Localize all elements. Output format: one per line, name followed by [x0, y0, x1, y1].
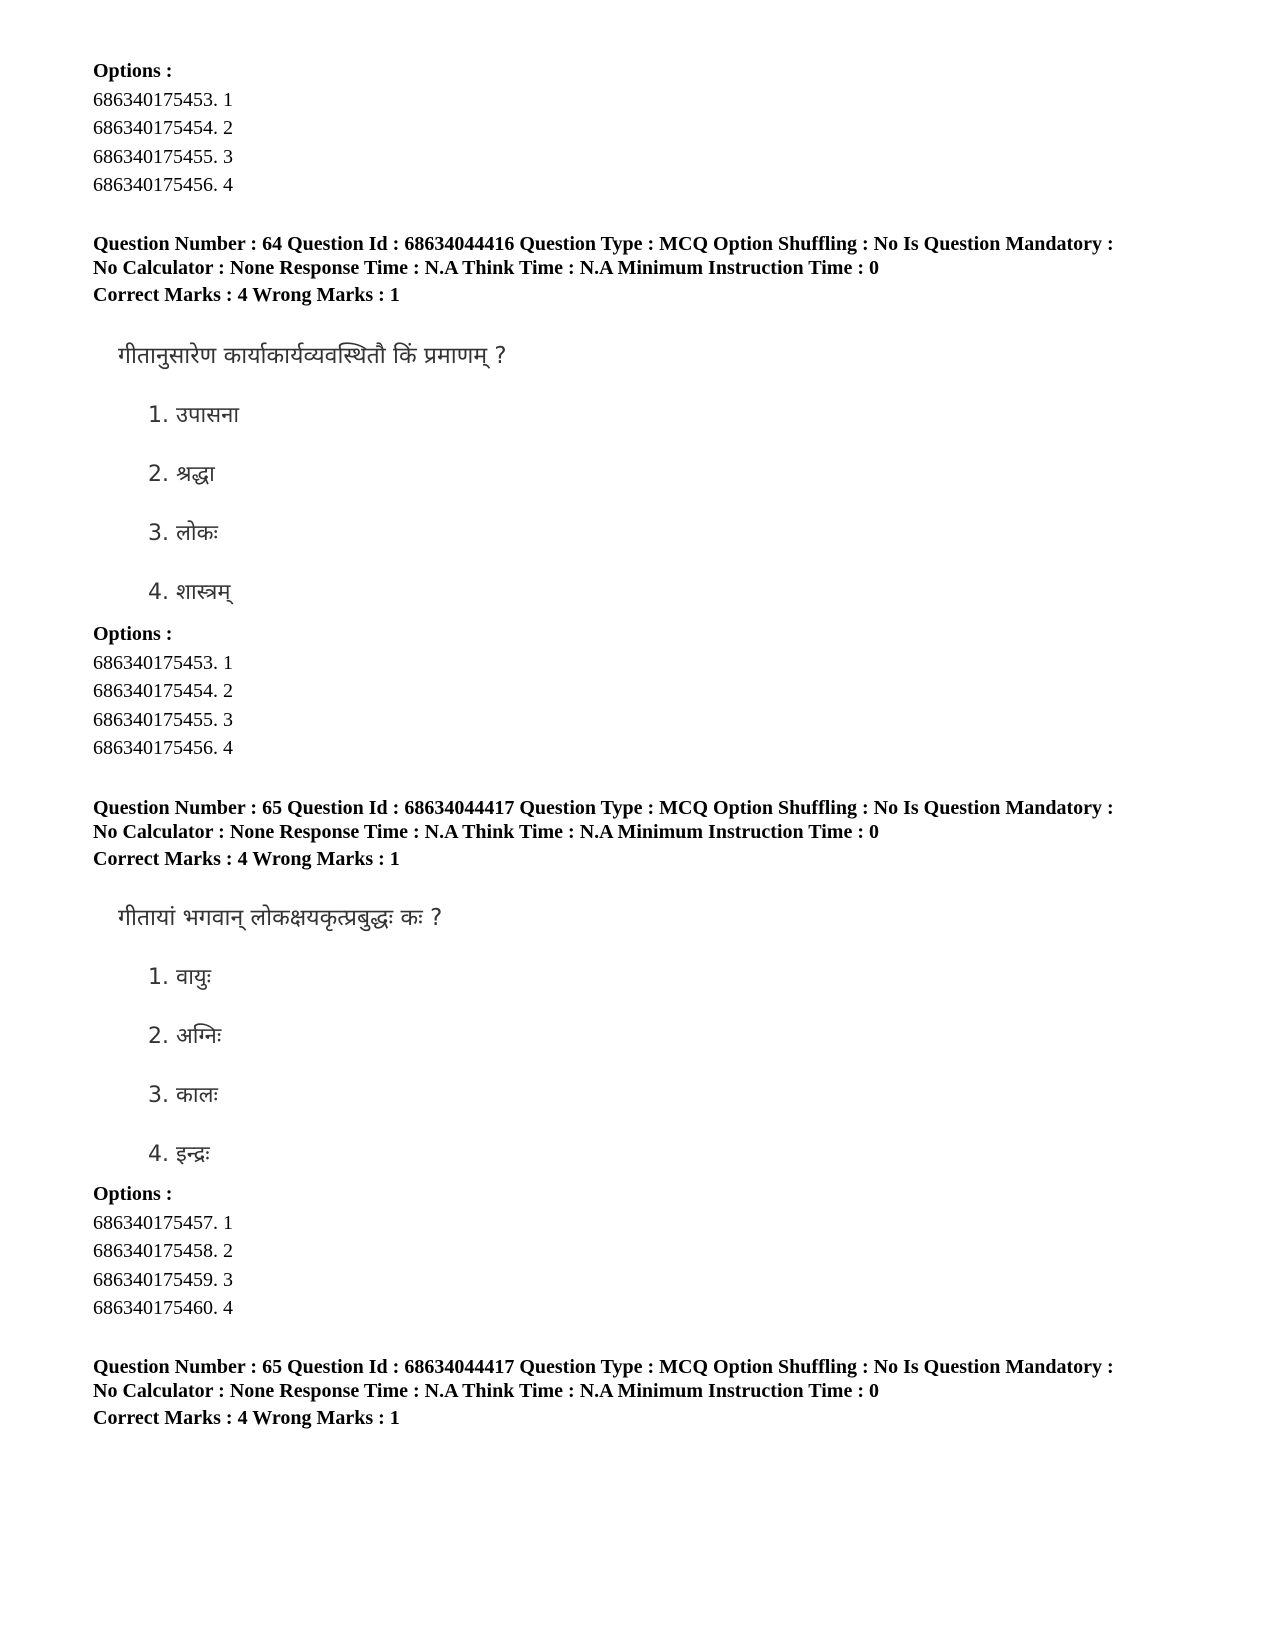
options-heading: Options : [93, 1183, 173, 1205]
question-marks: Correct Marks : 4 Wrong Marks : 1 [93, 284, 400, 306]
question-meta-line: Question Number : 65 Question Id : 68634044417 Question Type : MCQ Option Shuffling : No Is Question Mandatory : [93, 1356, 1114, 1378]
option-id: 686340175455. 3 [93, 708, 233, 731]
question-text: गीतानुसारेण कार्याकार्यव्यवस्थितौ किं प्रमाणम् ? [118, 343, 507, 369]
question-header-64 [93, 232, 1193, 310]
options-heading: Options : [93, 623, 173, 645]
answer-choice: 1. उपासना [148, 403, 240, 428]
question-meta-line: No Calculator : None Response Time : N.A Think Time : N.A Minimum Instruction Time : 0 [93, 257, 879, 279]
question-header-65-repeat [93, 1355, 1193, 1433]
option-id: 686340175454. 2 [93, 680, 233, 702]
question-body-65 [118, 902, 818, 1170]
option-id: 686340175454. 2 [93, 117, 233, 139]
options-list-64 [93, 620, 1193, 763]
question-meta-line: Question Number : 65 Question Id : 68634044417 Question Type : MCQ Option Shuffling : No Is Question Mandatory : [93, 797, 1114, 819]
option-id: 686340175456. 4 [93, 737, 233, 759]
answer-choice: 4. इन्द्रः [148, 1142, 210, 1167]
option-id: 686340175456. 4 [93, 174, 233, 196]
question-header-65 [93, 796, 1193, 874]
answer-choice: 2. श्रद्धा [148, 462, 215, 487]
question-meta-line: Question Number : 64 Question Id : 68634044416 Question Type : MCQ Option Shuffling : No Is Question Mandatory : [93, 233, 1114, 255]
option-id: 686340175458. 2 [93, 1240, 233, 1262]
options-heading: Options : [93, 60, 173, 82]
answer-choice: 4. शास्त्रम् [148, 580, 231, 605]
question-meta-line: No Calculator : None Response Time : N.A Think Time : N.A Minimum Instruction Time : 0 [93, 821, 879, 843]
question-meta-line: No Calculator : None Response Time : N.A Think Time : N.A Minimum Instruction Time : 0 [93, 1380, 879, 1402]
option-id: 686340175453. 1 [93, 651, 233, 674]
answer-choice: 3. लोकः [148, 521, 218, 546]
question-marks: Correct Marks : 4 Wrong Marks : 1 [93, 1407, 400, 1429]
option-id: 686340175453. 1 [93, 88, 233, 111]
answer-choice: 3. कालः [148, 1083, 218, 1108]
option-id: 686340175459. 3 [93, 1268, 233, 1291]
answer-choice: 1. वायुः [148, 965, 212, 990]
options-list-top [93, 57, 1193, 200]
answer-choice: 2. अग्निः [148, 1024, 222, 1049]
option-id: 686340175455. 3 [93, 145, 233, 168]
question-marks: Correct Marks : 4 Wrong Marks : 1 [93, 848, 400, 870]
question-text: गीतायां भगवान् लोकक्षयकृत्प्रबुद्धः कः ? [118, 905, 443, 931]
question-body-64 [118, 340, 818, 608]
options-list-65 [93, 1180, 1193, 1323]
option-id: 686340175460. 4 [93, 1297, 233, 1319]
option-id: 686340175457. 1 [93, 1211, 233, 1234]
